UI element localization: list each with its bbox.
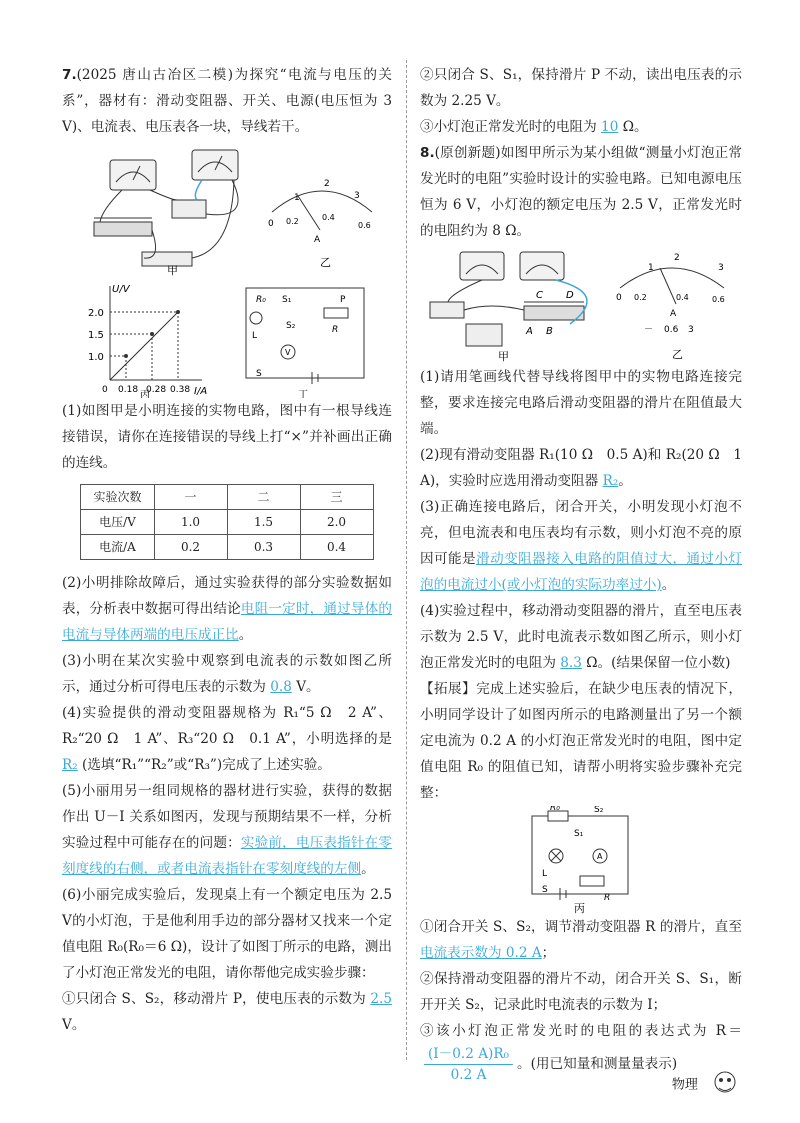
answer-blank: 8.3 [560, 655, 582, 671]
svg-text:－: － [644, 325, 654, 335]
svg-text:A: A [670, 309, 677, 319]
table-cell: 电压/V [81, 510, 154, 535]
q8-figure-bing [420, 806, 742, 914]
svg-text:S₁: S₁ [282, 295, 292, 305]
svg-text:S₂: S₂ [286, 321, 296, 331]
svg-text:3: 3 [354, 191, 360, 201]
svg-text:1: 1 [294, 193, 300, 203]
svg-text:S₁: S₁ [574, 829, 584, 839]
table-cell: 0.4 [300, 535, 373, 560]
answer-blank: 滑动变阻器接入电路的阻值过大，通过小灯泡的电流过小(或小灯泡的实际功率过小) [420, 551, 743, 593]
svg-text:3: 3 [718, 263, 724, 273]
graph-ytick: 1.0 [88, 352, 104, 363]
page-footer [672, 1068, 742, 1102]
svg-text:S: S [542, 885, 548, 895]
svg-text:S: S [256, 369, 262, 379]
svg-text:P: P [340, 295, 346, 305]
q8-fig-jia-circuit [420, 244, 742, 364]
answer-fraction: $\frac{\text{(I－0.2 A)R₀}}{0.2 A}$ [424, 1044, 513, 1085]
right-column [420, 62, 742, 1085]
svg-text:B: B [546, 326, 553, 337]
q7-step1: ①只闭合 S、S₂，移动滑片 P，使电压表的示数为 2.5 V。 [62, 991, 392, 1033]
svg-text:V: V [285, 348, 291, 357]
q7-number: 7. [62, 67, 77, 83]
table-cell: 1.5 [227, 510, 300, 535]
graph-xlabel: I/A [194, 386, 208, 397]
graph-xtick: 0.38 [170, 385, 191, 395]
graph-ytick: 1.5 [88, 330, 104, 341]
q7-step3: ③小灯泡正常发光时的电阻为 10 Ω。 [420, 119, 648, 135]
svg-text:0.2: 0.2 [634, 293, 647, 302]
subject-label: 物理 [671, 1077, 698, 1093]
q7-fig-yi-ammeter-dial [268, 179, 372, 245]
svg-text:0.6: 0.6 [664, 325, 679, 335]
mascot-icon [708, 1068, 742, 1102]
table-row [81, 510, 373, 535]
q7-intro: 7.(2025 唐山古冶区二模)为探究“电流与电压的关系”，器材有：滑动变阻器、开关、电源(电压恒为 3 V)、电流表、电压表各一块，导线若干。 [62, 67, 392, 135]
left-column [62, 62, 392, 1038]
svg-text:0.2: 0.2 [286, 217, 299, 226]
svg-text:R: R [604, 893, 611, 903]
q8-step1: ①闭合开关 S、S₂，调节滑动变阻器 R 的滑片，直至电流表示数为 0.2 A； [420, 919, 742, 961]
q8-number: 8. [420, 145, 435, 161]
svg-text:1: 1 [648, 263, 654, 273]
q8-intro: 8.(原创新题)如图甲所示为某小组做“测量小灯泡正常发光时的电阻”实验时设计的实验电路。已知电源电压恒为 6 V，小灯泡的额定电压为 2.5 V，正常发光时的电阻约为 8 Ω。 [420, 145, 742, 239]
q7-fig-ding-label: 丁 [298, 390, 308, 398]
q8-part1: (1)请用笔画线代替导线将图甲中的实物电路连接完整，要求连接完电路后滑动变阻器的滑片在阻值最大端。 [420, 369, 742, 437]
column-divider [406, 60, 407, 1060]
q7-fig-ding-circuit [246, 288, 364, 384]
graph-ytick: 2.0 [88, 308, 104, 319]
q7-figure-row2 [62, 280, 392, 398]
table-row [81, 535, 373, 560]
q7-part3: (3)小明在某次实验中观察到电流表的示数如图乙所示，通过分析可得电压表的示数为 0.8 V。 [62, 653, 392, 695]
q8-step2: ②保持滑动变阻器的滑片不动，闭合开关 S、S₁，断开开关 S₂，记录此时电流表的示数为 I； [420, 971, 742, 1013]
answer-blank: 2.5 [370, 991, 392, 1007]
answer-blank: 0.8 [270, 679, 292, 695]
table-cell: 实验次数 [81, 485, 154, 510]
svg-text:R₀: R₀ [256, 295, 266, 305]
q8-step3: ③该小灯泡正常发光时的电阻的表达式为 R＝ $\frac{\text{(I－0.2 A)R₀}}{0.2 A}$ 。(用已知量和测量量表示) [420, 1023, 742, 1083]
q8-figure-row1 [420, 244, 742, 364]
q8-fig-bing-label: 丙 [574, 902, 585, 914]
q8-part2: (2)现有滑动变阻器 R₁(10 Ω 0.5 A)和 R₂(20 Ω 1 A)，实验时应选用滑动变阻器 R₂。 [420, 447, 742, 489]
svg-text:D: D [566, 290, 574, 301]
svg-text:2: 2 [674, 253, 680, 263]
table-row [81, 485, 373, 510]
svg-text:A: A [597, 852, 603, 861]
q7-part6: (6)小丽完成实验后，发现桌上有一个额定电压为 2.5 V的小灯泡，于是他利用手边的部分器材又找来一个定值电阻 R₀(R₀＝6 Ω)，设计了如图丁所示的电路，测出了小灯泡正常发光的电阻，请你帮他完成实验步骤： [62, 887, 392, 981]
table-cell: 二 [227, 485, 300, 510]
svg-text:A: A [314, 235, 321, 245]
answer-blank: 电流表示数为 0.2 A [420, 945, 542, 961]
svg-text:R: R [332, 325, 339, 335]
table-cell: 电流/A [81, 535, 154, 560]
table-cell: 2.0 [300, 510, 373, 535]
q8-part4: (4)实验过程中，移动滑动变阻器的滑片，直至电压表示数为 2.5 V，此时电流表示数如图乙所示，则小灯泡正常发光时的电阻为 8.3 Ω。(结果保留一位小数) [420, 603, 742, 671]
q7-data-table [80, 484, 373, 560]
graph-ylabel: U/V [112, 284, 130, 295]
q7-fig-jia-label: 甲 [167, 264, 178, 277]
svg-text:0.6: 0.6 [358, 221, 371, 230]
svg-text:S₂: S₂ [594, 806, 604, 815]
graph-xtick: 0 [102, 385, 108, 395]
table-cell: 三 [300, 485, 373, 510]
answer-blank: 10 [601, 119, 619, 135]
svg-text:L: L [542, 869, 548, 879]
answer-blank: R₂ [62, 757, 78, 773]
answer-blank: R₂ [602, 473, 619, 489]
svg-text:A: A [526, 326, 533, 337]
answer-blank: 电阻一定时，通过导体的电流与导体两端的电压成正比 [62, 601, 393, 643]
q8-fig-yi-ammeter-dial [616, 253, 725, 335]
svg-text:3: 3 [688, 325, 694, 335]
q7-part5: (5)小丽用另一组同规格的器材进行实验，获得的数据作出 U－I 关系如图丙，发现与预期结果不一样，分析实验过程中可能存在的问题：实验前，电压表指针在零刻度线的右侧，或者电流表指针在零刻度线的左侧。 [62, 783, 393, 877]
q7-figure-row1 [62, 140, 392, 280]
svg-text:R₀: R₀ [550, 806, 560, 813]
svg-text:0.4: 0.4 [676, 293, 689, 302]
table-cell: 0.3 [227, 535, 300, 560]
q7-part1: (1)如图甲是小明连接的实物电路，图中有一根导线连接错误，请你在连接错误的导线上打“×”并补画出正确的连线。 [62, 403, 392, 471]
graph-xtick: 0.28 [146, 385, 167, 395]
q8-extension: 【拓展】完成上述实验后，在缺少电压表的情况下，小明同学设计了如图丙所示的电路测量出了另一个额定电流为 0.2 A 的小灯泡正常发光时的电阻，图中定值电阻 R₀ 的阻值已知，请帮小明将实验步骤补充完整： [420, 681, 742, 801]
answer-blank: 实验前，电压表指针在零刻度线的右侧，或者电流表指针在零刻度线的左侧 [62, 835, 393, 877]
table-cell: 1.0 [154, 510, 227, 535]
svg-text:2: 2 [324, 179, 330, 189]
svg-text:0.6: 0.6 [712, 295, 725, 304]
graph-line [110, 312, 178, 380]
q7-fig-yi-label: 乙 [320, 256, 331, 269]
q8-part3: (3)正确连接电路后，闭合开关，小明发现小灯泡不亮，但电流表和电压表均有示数，则小灯泡不亮的原因可能是滑动变阻器接入电路的阻值过大，通过小灯泡的电流过小(或小灯泡的实际功率过小)。 [420, 499, 743, 593]
q7-fig-bing-graph [62, 280, 392, 398]
q7-part4: (4)实验提供的滑动变阻器规格为 R₁“5 Ω 2 A”、R₂“20 Ω 1 A”、R₃“20 Ω 0.1 A”，小明选择的是 R₂ (选填“R₁”“R₂”或“R₃”)完成了上述实验。 [62, 705, 392, 773]
q7-step2: ②只闭合 S、S₁，保持滑片 P 不动，读出电压表的示数为 2.25 V。 [420, 67, 742, 109]
q8-fig-bing-circuit [420, 806, 742, 914]
q7-fig-jia-circuit [62, 140, 392, 280]
svg-text:0.4: 0.4 [322, 213, 335, 222]
svg-text:0: 0 [616, 293, 622, 303]
table-cell: 0.2 [154, 535, 227, 560]
q7-fig-bing-label: 丙 [140, 390, 150, 398]
svg-text:0: 0 [268, 219, 274, 229]
table-cell: 一 [154, 485, 227, 510]
graph-xtick: 0.18 [118, 385, 139, 395]
svg-text:L: L [252, 331, 258, 341]
svg-text:C: C [536, 290, 543, 301]
q8-fig-yi-label: 乙 [672, 348, 683, 361]
q8-fig-jia-label: 甲 [498, 350, 509, 363]
q7-part2: (2)小明排除故障后，通过实验获得的部分实验数据如表，分析表中数据可得出结论电阻一定时，通过导体的电流与导体两端的电压成正比。 [62, 575, 393, 643]
